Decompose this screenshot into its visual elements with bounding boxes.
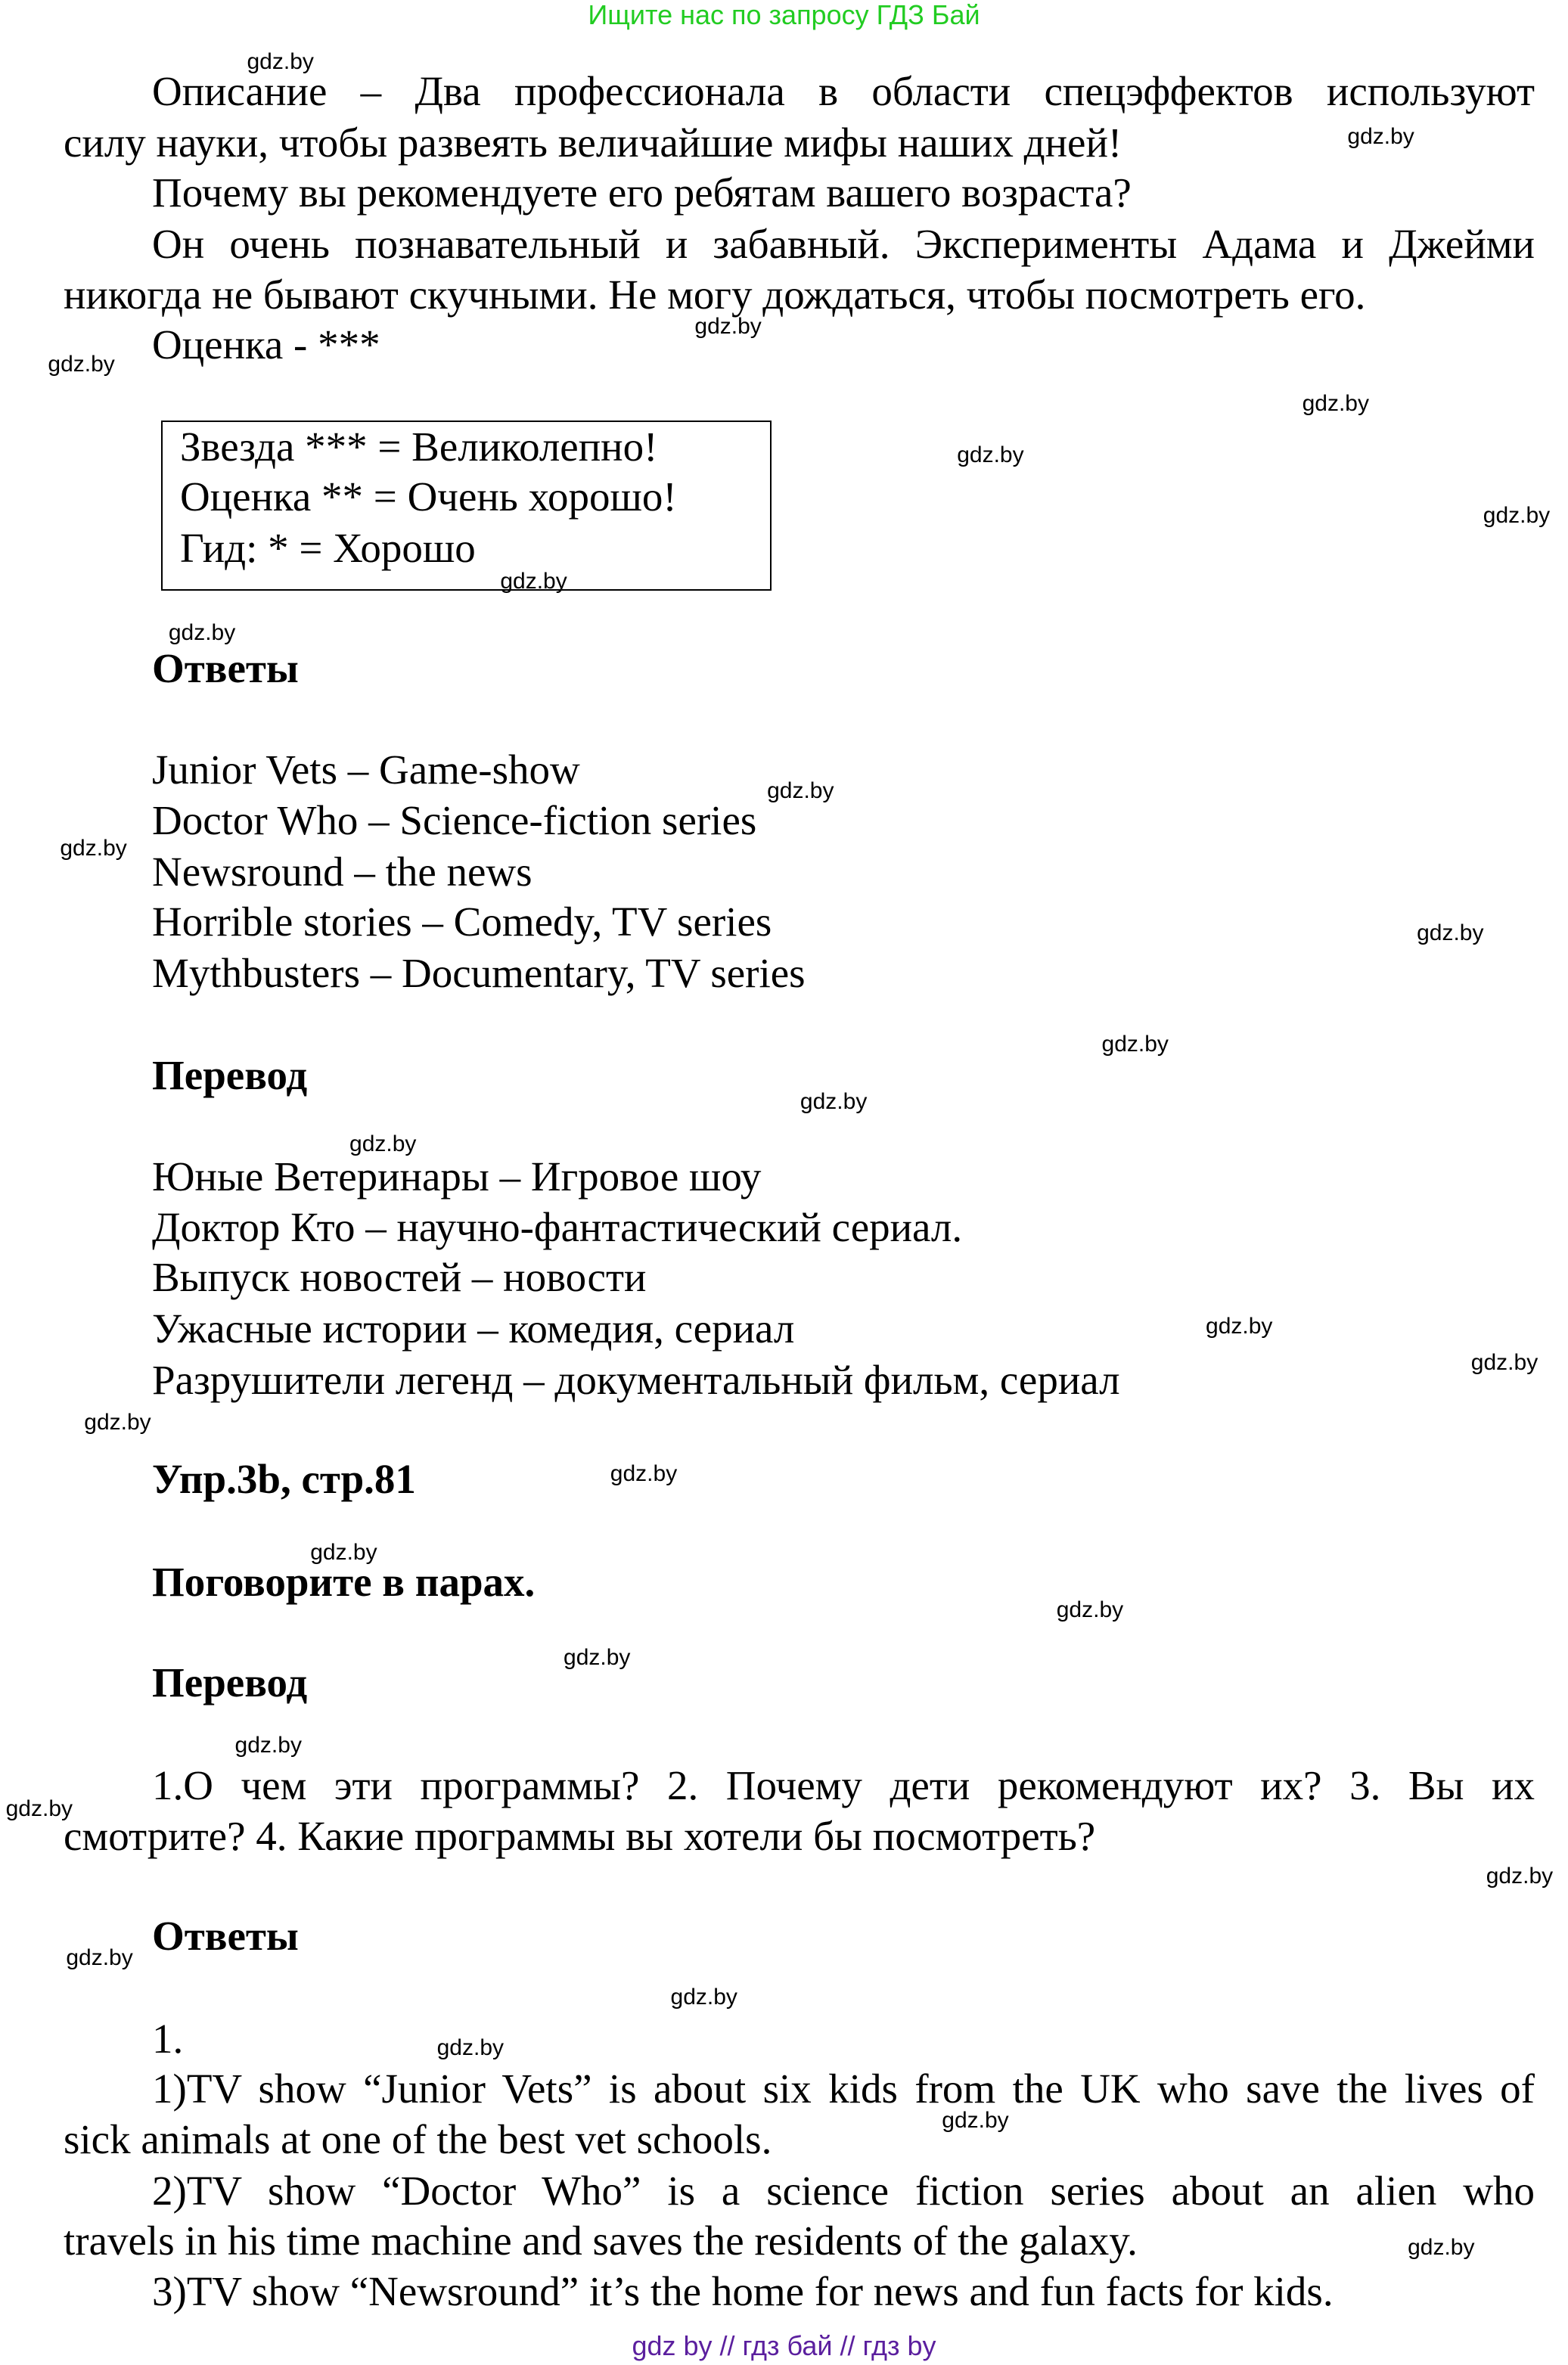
- answer-item: Mythbusters – Documentary, TV series: [152, 950, 806, 996]
- section-heading-translation: Перевод: [152, 1659, 308, 1705]
- watermark: gdz.by: [1417, 920, 1484, 945]
- answer-paragraph-line: 1)TV show “Junior Vets” is about six kids from the UK who save the lives of: [152, 2065, 1535, 2112]
- watermark: gdz.by: [1408, 2234, 1475, 2260]
- search-banner[interactable]: Ищите нас по запросу ГДЗ Бай: [588, 0, 980, 30]
- task-heading: Поговорите в парах.: [152, 1559, 536, 1605]
- answer-paragraph-line: 3)TV show “Newsround” it’s the home for news and fun facts for kids.: [152, 2268, 1334, 2314]
- watermark: gdz.by: [60, 836, 127, 861]
- legend-item: Звезда *** = Великолепно!: [180, 424, 658, 470]
- watermark: gdz.by: [349, 1131, 417, 1156]
- section-heading-answers: Ответы: [152, 645, 299, 691]
- watermark: gdz.by: [800, 1088, 868, 1114]
- legend-item: Оценка ** = Очень хорошо!: [180, 473, 677, 520]
- watermark: gdz.by: [5, 1795, 73, 1821]
- watermark: gdz.by: [957, 442, 1024, 467]
- watermark: gdz.by: [1101, 1032, 1169, 1057]
- translation-item: Доктор Кто – научно-фантастический сериал.: [152, 1204, 963, 1250]
- answer-line: Он очень познавательный и забавный. Эксперименты Адама и Джейми: [152, 221, 1535, 267]
- watermark: gdz.by: [942, 2108, 1009, 2134]
- answer-item: Junior Vets – Game-show: [152, 746, 580, 793]
- answer-line: никогда не бывают скучными. Не могу дождаться, чтобы посмотреть его.: [64, 272, 1366, 318]
- answer-number: 1.: [152, 2016, 184, 2062]
- answer-item: Newsround – the news: [152, 849, 532, 895]
- rating-line: Оценка - ***: [152, 321, 380, 368]
- watermark: gdz.by: [670, 1984, 737, 2010]
- watermark: gdz.by: [1206, 1313, 1273, 1339]
- watermark: gdz.by: [436, 2035, 505, 2061]
- watermark: gdz.by: [234, 1732, 302, 1758]
- watermark: gdz.by: [84, 1410, 151, 1435]
- translation-item: Разрушители легенд – документальный фильм, сериал: [152, 1357, 1120, 1403]
- watermark: gdz.by: [694, 314, 762, 340]
- watermark: gdz.by: [564, 1645, 631, 1671]
- section-heading-answers: Ответы: [152, 1913, 299, 1959]
- watermark: gdz.by: [610, 1461, 678, 1487]
- watermark: gdz.by: [1486, 1864, 1554, 1889]
- section-heading-translation: Перевод: [152, 1052, 308, 1098]
- translation-item: Выпуск новостей – новости: [152, 1254, 647, 1300]
- translation-item: Ужасные истории – комедия, сериал: [152, 1305, 795, 1352]
- watermark: gdz.by: [310, 1539, 377, 1565]
- description-line: силу науки, чтобы развеять величайшие мифы наших дней!: [64, 119, 1122, 166]
- watermark: gdz.by: [66, 1944, 133, 1970]
- answer-paragraph-line: sick animals at one of the best vet schools.: [64, 2116, 772, 2162]
- watermark: gdz.by: [1302, 391, 1369, 417]
- watermark: gdz.by: [500, 569, 567, 594]
- translation-item: Юные Ветеринары – Игровое шоу: [152, 1153, 762, 1200]
- exercise-title: Упр.3b, стр.81: [152, 1456, 416, 1502]
- watermark: gdz.by: [767, 778, 834, 804]
- answer-item: Doctor Who – Science-fiction series: [152, 797, 757, 843]
- watermark: gdz.by: [168, 620, 236, 646]
- watermark: gdz.by: [48, 352, 115, 377]
- watermark: gdz.by: [247, 48, 314, 74]
- footer-links[interactable]: gdz by // гдз бай // гдз by: [632, 2330, 936, 2361]
- description-line: Описание – Два профессионала в области спецэффектов используют: [152, 68, 1535, 114]
- watermark: gdz.by: [1347, 124, 1414, 150]
- legend-item: Гид: * = Хорошо: [180, 525, 476, 571]
- question-text-line: 1.О чем эти программы? 2. Почему дети рекомендуют их? 3. Вы их: [152, 1762, 1535, 1808]
- question-line: Почему вы рекомендуете его ребятам вашего возраста?: [152, 169, 1132, 216]
- watermark: gdz.by: [1470, 1349, 1539, 1375]
- answer-item: Horrible stories – Comedy, TV series: [152, 899, 772, 945]
- watermark: gdz.by: [1483, 502, 1551, 528]
- question-text-line: смотрите? 4. Какие программы вы хотели бы посмотреть?: [64, 1813, 1096, 1859]
- answer-paragraph-line: 2)TV show “Doctor Who” is a science fiction series about an alien who: [152, 2168, 1535, 2214]
- answer-paragraph-line: travels in his time machine and saves the residents of the galaxy.: [64, 2218, 1138, 2264]
- watermark: gdz.by: [1056, 1597, 1124, 1622]
